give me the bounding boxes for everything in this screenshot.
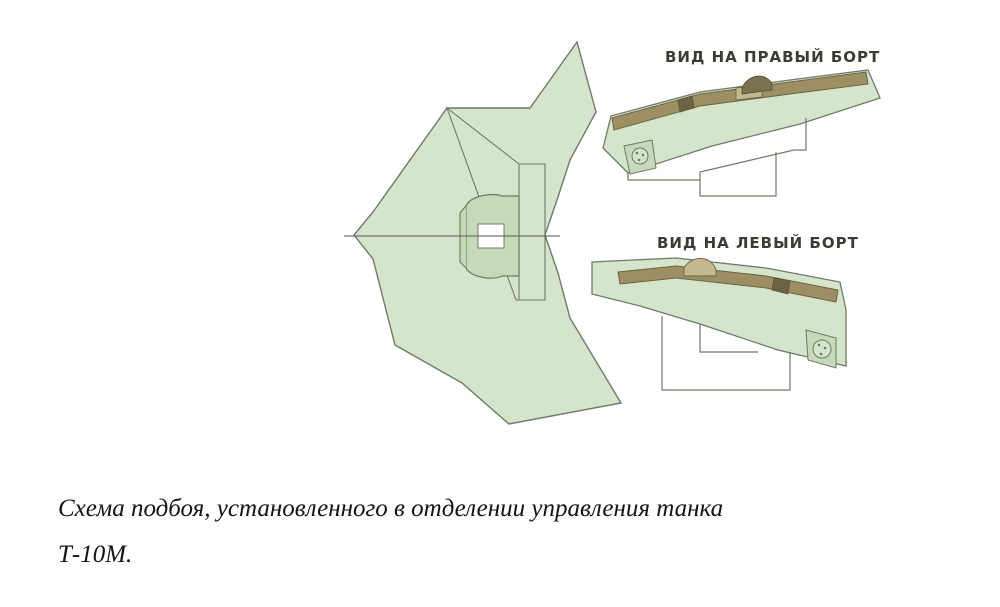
left-side-fitting-dot-3 bbox=[820, 353, 823, 356]
left-side-round-fitting bbox=[813, 340, 831, 358]
right-side-view-label: ВИД НА ПРАВЫЙ БОРТ bbox=[665, 48, 881, 66]
left-side-fitting-dot-2 bbox=[824, 347, 827, 350]
figure-caption bbox=[58, 486, 958, 579]
left-side-view-group bbox=[592, 233, 859, 390]
right-side-round-fitting bbox=[632, 148, 648, 164]
main-plan-view-group bbox=[344, 42, 621, 424]
right-side-view-group bbox=[603, 47, 880, 196]
left-side-fitting-dot-1 bbox=[818, 344, 821, 347]
hatch-trim-left bbox=[460, 206, 466, 268]
right-side-fitting-dot-3 bbox=[638, 159, 641, 162]
right-side-fitting-dot-1 bbox=[636, 152, 639, 155]
caption-line-1: Схема подбоя, установленного в отделении управления танка bbox=[58, 495, 724, 522]
right-side-fitting-dot-2 bbox=[642, 154, 645, 157]
left-side-view-label: ВИД НА ЛЕВЫЙ БОРТ bbox=[657, 234, 859, 252]
caption-line-2: Т-10М. bbox=[58, 541, 133, 569]
right-side-bottom-step bbox=[700, 152, 776, 196]
